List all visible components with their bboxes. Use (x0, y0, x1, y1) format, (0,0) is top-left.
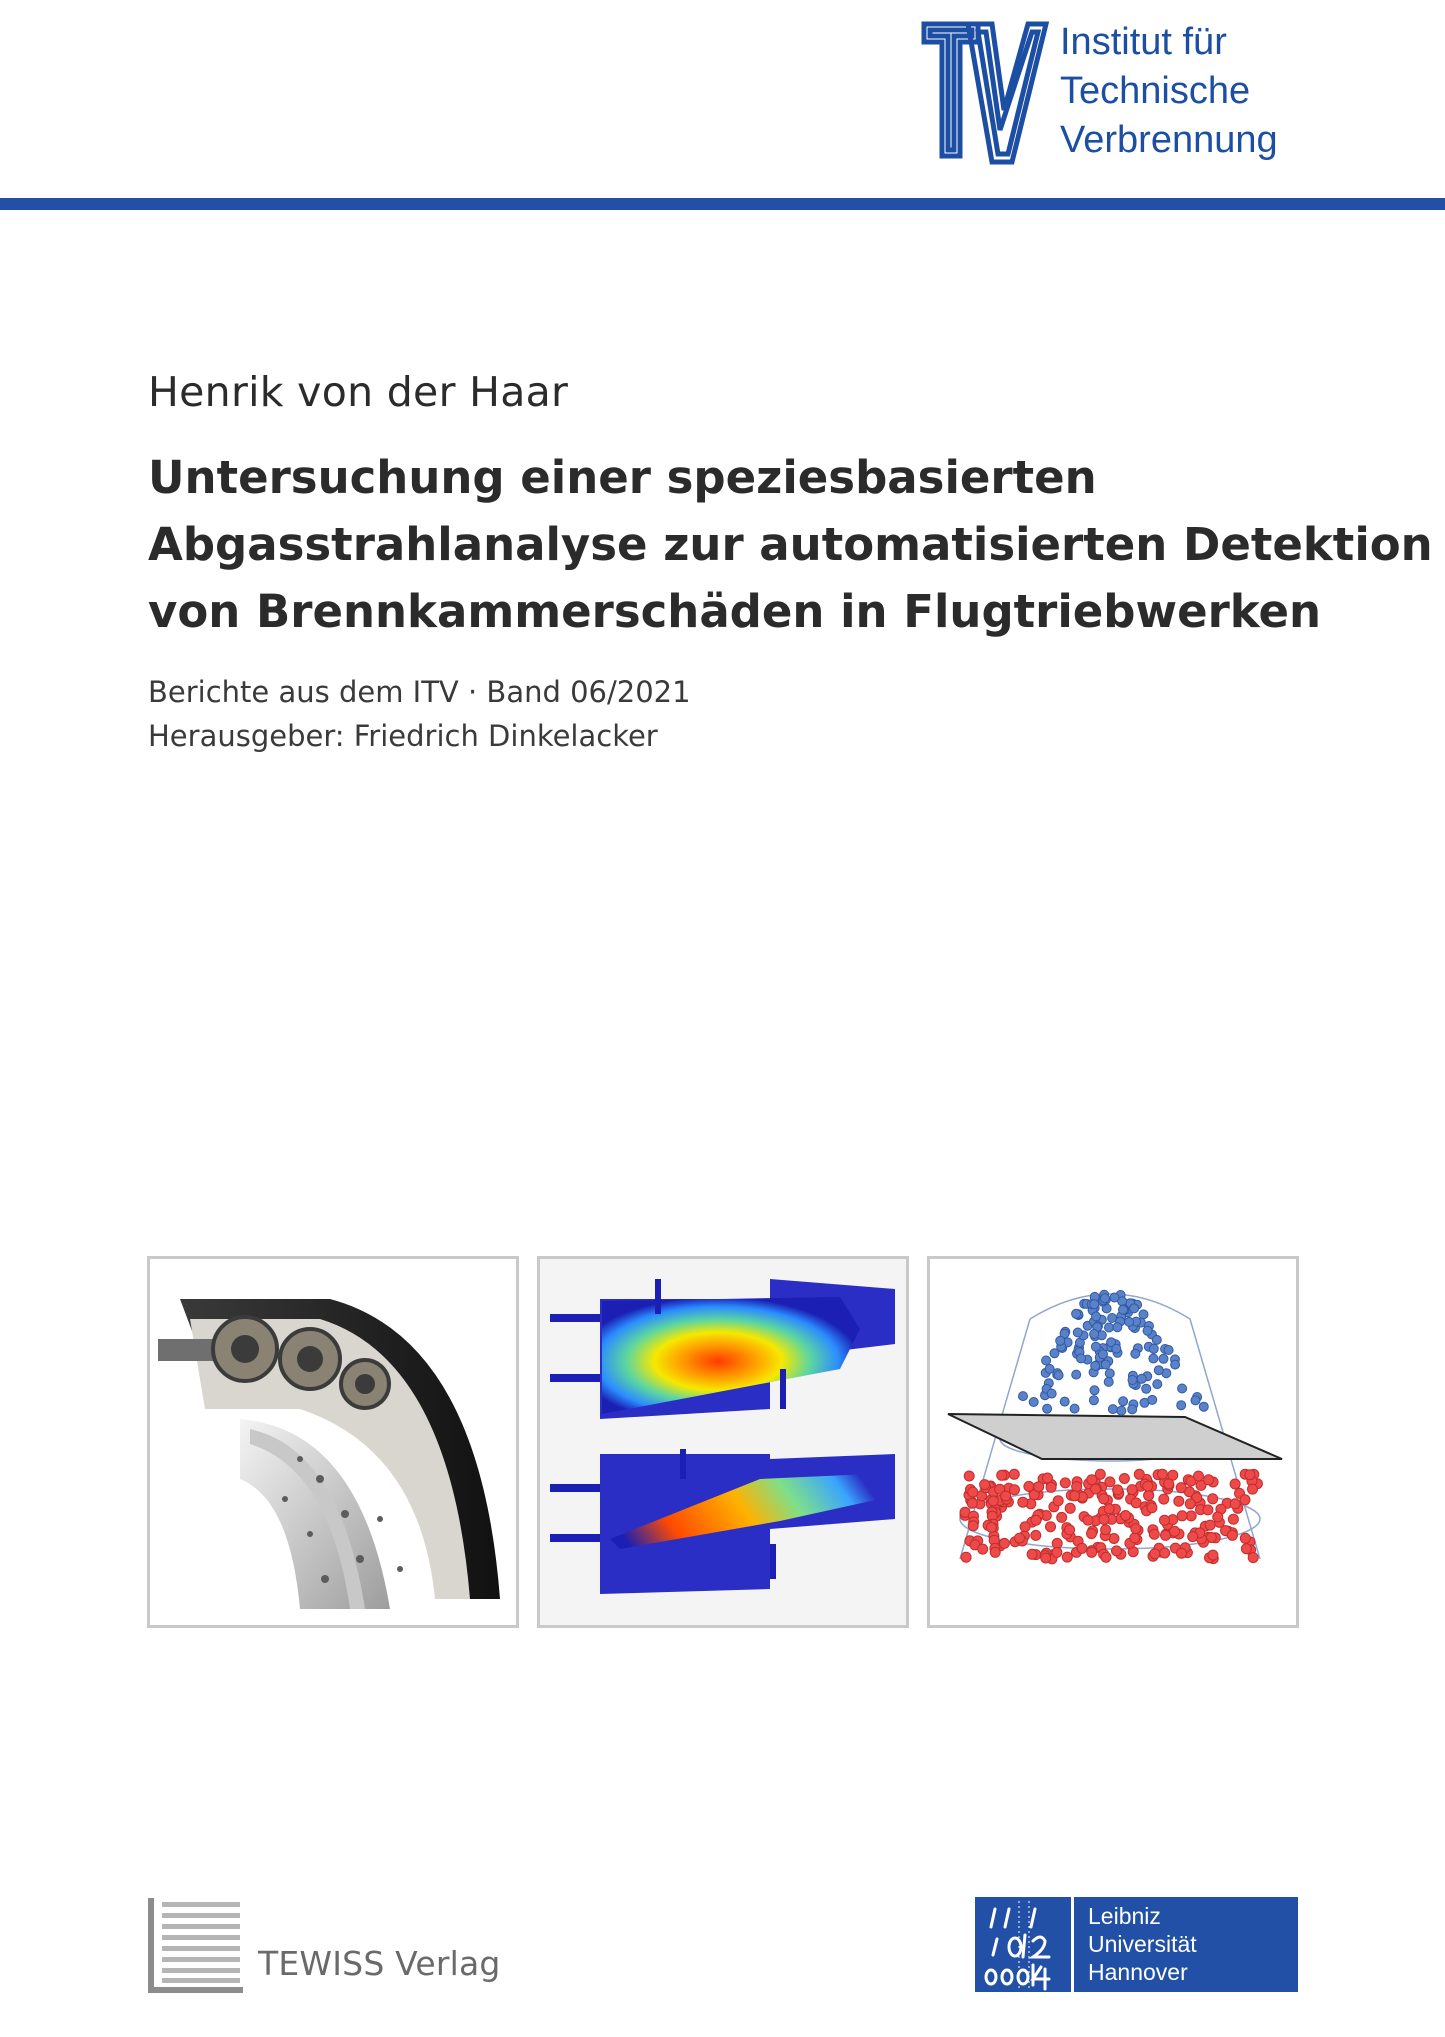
blue-point (1178, 1384, 1187, 1393)
blue-point (1029, 1398, 1038, 1407)
book-author: Henrik von der Haar (148, 368, 569, 416)
blue-point (1128, 1405, 1137, 1414)
red-point (1087, 1547, 1097, 1557)
red-point (1031, 1515, 1041, 1525)
blue-point (1119, 1305, 1128, 1314)
red-point (1160, 1548, 1170, 1558)
blue-point (1090, 1386, 1099, 1395)
blue-point (1113, 1323, 1122, 1332)
blue-point (1149, 1344, 1158, 1353)
red-point (1065, 1525, 1075, 1535)
red-point (1170, 1526, 1180, 1536)
red-point (1174, 1496, 1184, 1506)
blue-point (1131, 1349, 1140, 1358)
red-point (1230, 1499, 1240, 1509)
blue-point (1043, 1404, 1052, 1413)
red-point (1052, 1547, 1062, 1557)
blue-point (1177, 1401, 1186, 1410)
university-logo (975, 1897, 1298, 1992)
blue-point (1164, 1346, 1173, 1355)
blue-point (1130, 1304, 1139, 1313)
red-point (1001, 1491, 1011, 1501)
red-point (1099, 1494, 1109, 1504)
red-point (1087, 1475, 1097, 1485)
classification-scatter-plot (930, 1259, 1296, 1625)
red-point (1031, 1530, 1041, 1540)
red-point (1027, 1549, 1037, 1559)
red-point (1240, 1533, 1250, 1543)
red-point (1052, 1538, 1062, 1548)
blue-point (1117, 1406, 1126, 1415)
red-point (997, 1470, 1007, 1480)
blue-point (1100, 1294, 1109, 1303)
red-point (988, 1496, 998, 1506)
blue-point (1159, 1354, 1168, 1363)
red-point (1241, 1544, 1251, 1554)
blue-point (1077, 1354, 1086, 1363)
blue-point (1042, 1356, 1051, 1365)
red-point (980, 1480, 990, 1490)
red-point (990, 1547, 1000, 1557)
blue-point (1019, 1392, 1028, 1401)
blue-point (1119, 1397, 1128, 1406)
luh-logo-mark (975, 1897, 1070, 1992)
red-point (961, 1552, 971, 1562)
header-rule (0, 198, 1445, 210)
blue-point (1154, 1366, 1163, 1375)
red-point (1046, 1522, 1056, 1532)
red-point (999, 1538, 1009, 1548)
red-point (1227, 1530, 1237, 1540)
red-point (1144, 1491, 1154, 1501)
red-point (1131, 1498, 1141, 1508)
blue-point (1153, 1380, 1162, 1389)
classification-scatter-image (927, 1256, 1299, 1628)
blue-point (1104, 1377, 1113, 1386)
flow-simulation-image (537, 1256, 909, 1628)
combustor-cutaway-illustration (150, 1259, 516, 1625)
red-point (1053, 1496, 1063, 1506)
red-point (1057, 1512, 1067, 1522)
blue-point (1152, 1335, 1161, 1344)
blue-point (1072, 1309, 1081, 1318)
itv-logo-mark (920, 18, 1050, 168)
blue-point (1099, 1350, 1108, 1359)
red-point (1043, 1473, 1053, 1483)
university-logo-divider (1071, 1897, 1074, 1992)
red-point (1147, 1503, 1157, 1513)
red-point (1159, 1494, 1169, 1504)
blue-point (1060, 1397, 1069, 1406)
blue-point (1149, 1354, 1158, 1363)
university-name-line1: Leibniz (1088, 1903, 1161, 1929)
red-point (1070, 1491, 1080, 1501)
red-point (1077, 1543, 1087, 1553)
red-point (1204, 1475, 1214, 1485)
blue-point (1091, 1361, 1100, 1370)
red-point (1060, 1478, 1070, 1488)
red-point (1208, 1494, 1218, 1504)
red-point (1240, 1495, 1250, 1505)
blue-point (1092, 1312, 1101, 1321)
red-point (1177, 1548, 1187, 1558)
red-point (1248, 1553, 1258, 1563)
red-point (967, 1498, 977, 1508)
blue-point (1199, 1402, 1208, 1411)
book-title-line: von Brennkammerschäden in Flugtriebwerken (148, 585, 1322, 638)
red-point (1134, 1469, 1144, 1479)
blue-point (1143, 1326, 1152, 1335)
publisher-name: TEWISS Verlag (258, 1944, 501, 1983)
book-title (148, 444, 1433, 645)
red-point (1101, 1525, 1111, 1535)
red-point (1248, 1484, 1258, 1494)
red-point (1150, 1549, 1160, 1559)
blue-point (1105, 1369, 1114, 1378)
red-point (1018, 1497, 1028, 1507)
institute-name-line1: Institut für (1060, 21, 1227, 63)
book-title-line: Abgasstrahlanalyse zur automatisierten Detektion (148, 518, 1433, 571)
blue-point (1191, 1396, 1200, 1405)
red-point (1065, 1503, 1075, 1513)
red-point (968, 1521, 978, 1531)
blue-point (1090, 1330, 1099, 1339)
blue-point (1118, 1297, 1127, 1306)
red-point (1164, 1479, 1174, 1489)
red-point (1112, 1546, 1122, 1556)
red-point (1010, 1485, 1020, 1495)
red-point (1099, 1515, 1109, 1525)
red-point (1041, 1553, 1051, 1563)
university-name-line2: Universität (1088, 1931, 1197, 1957)
flow-simulation-plot (540, 1259, 906, 1625)
red-point (1194, 1471, 1204, 1481)
red-point (1186, 1511, 1196, 1521)
red-point (1121, 1511, 1131, 1521)
blue-point (1047, 1389, 1056, 1398)
red-point (1205, 1520, 1215, 1530)
red-point (1213, 1512, 1223, 1522)
red-point (1034, 1482, 1044, 1492)
red-point (1188, 1532, 1198, 1542)
series-label: Berichte aus dem ITV · Band 06/2021 (148, 675, 691, 709)
red-point (1104, 1504, 1114, 1514)
red-point (1245, 1470, 1255, 1480)
blue-point (1070, 1404, 1079, 1413)
blue-point (1072, 1370, 1081, 1379)
combustor-cutaway-image (147, 1256, 519, 1628)
blue-point (1056, 1336, 1065, 1345)
blue-point (1091, 1342, 1100, 1351)
red-point (1119, 1474, 1129, 1484)
blue-point (1128, 1376, 1137, 1385)
red-point (1113, 1485, 1123, 1495)
red-point (964, 1471, 974, 1481)
red-point (1177, 1511, 1187, 1521)
red-point (1176, 1483, 1186, 1493)
red-point (1101, 1552, 1111, 1562)
red-point (1203, 1505, 1213, 1515)
blue-point (1137, 1374, 1146, 1383)
red-point (1149, 1529, 1159, 1539)
blue-point (1148, 1395, 1157, 1404)
red-point (1143, 1481, 1153, 1491)
university-name (1088, 1902, 1197, 1986)
red-point (1020, 1522, 1030, 1532)
red-point (986, 1522, 996, 1532)
red-point (1157, 1469, 1167, 1479)
blue-point (1171, 1360, 1180, 1369)
book-title-line: Untersuchung einer speziesbasierten (148, 451, 1097, 504)
red-point (1009, 1469, 1019, 1479)
red-point (1161, 1530, 1171, 1540)
blue-point (1139, 1310, 1148, 1319)
red-point (1130, 1533, 1140, 1543)
institute-name-line2: Technische (1060, 70, 1251, 112)
blue-point (1090, 1300, 1099, 1309)
red-point (1185, 1499, 1195, 1509)
red-point (1230, 1479, 1240, 1489)
red-point (1015, 1533, 1025, 1543)
red-point (1046, 1482, 1056, 1492)
red-point (1087, 1529, 1097, 1539)
red-point (1105, 1477, 1115, 1487)
red-point (1083, 1515, 1093, 1525)
blue-point (1142, 1384, 1151, 1393)
blue-point (1108, 1405, 1117, 1414)
red-point (1127, 1485, 1137, 1495)
institute-name-line3: Verbrennung (1060, 119, 1278, 161)
editor-label: Herausgeber: Friedrich Dinkelacker (148, 719, 658, 753)
red-point (1208, 1550, 1218, 1560)
red-point (968, 1487, 978, 1497)
blue-point (1089, 1396, 1098, 1405)
blue-point (1125, 1317, 1134, 1326)
red-point (1160, 1515, 1170, 1525)
red-point (1072, 1482, 1082, 1492)
red-point (978, 1544, 988, 1554)
series-info (148, 670, 691, 758)
publisher-logo (148, 1898, 501, 1998)
institute-name (1060, 18, 1278, 165)
red-point (1131, 1524, 1141, 1534)
red-point (1228, 1514, 1238, 1524)
blue-point (1105, 1323, 1114, 1332)
blue-point (1112, 1344, 1121, 1353)
institute-logo (920, 18, 1300, 168)
tewiss-logo-mark (148, 1898, 243, 1993)
blue-point (1054, 1371, 1063, 1380)
red-point (1062, 1552, 1072, 1562)
blue-point (1073, 1328, 1082, 1337)
red-point (1091, 1484, 1101, 1494)
university-name-line3: Hannover (1088, 1959, 1188, 1985)
